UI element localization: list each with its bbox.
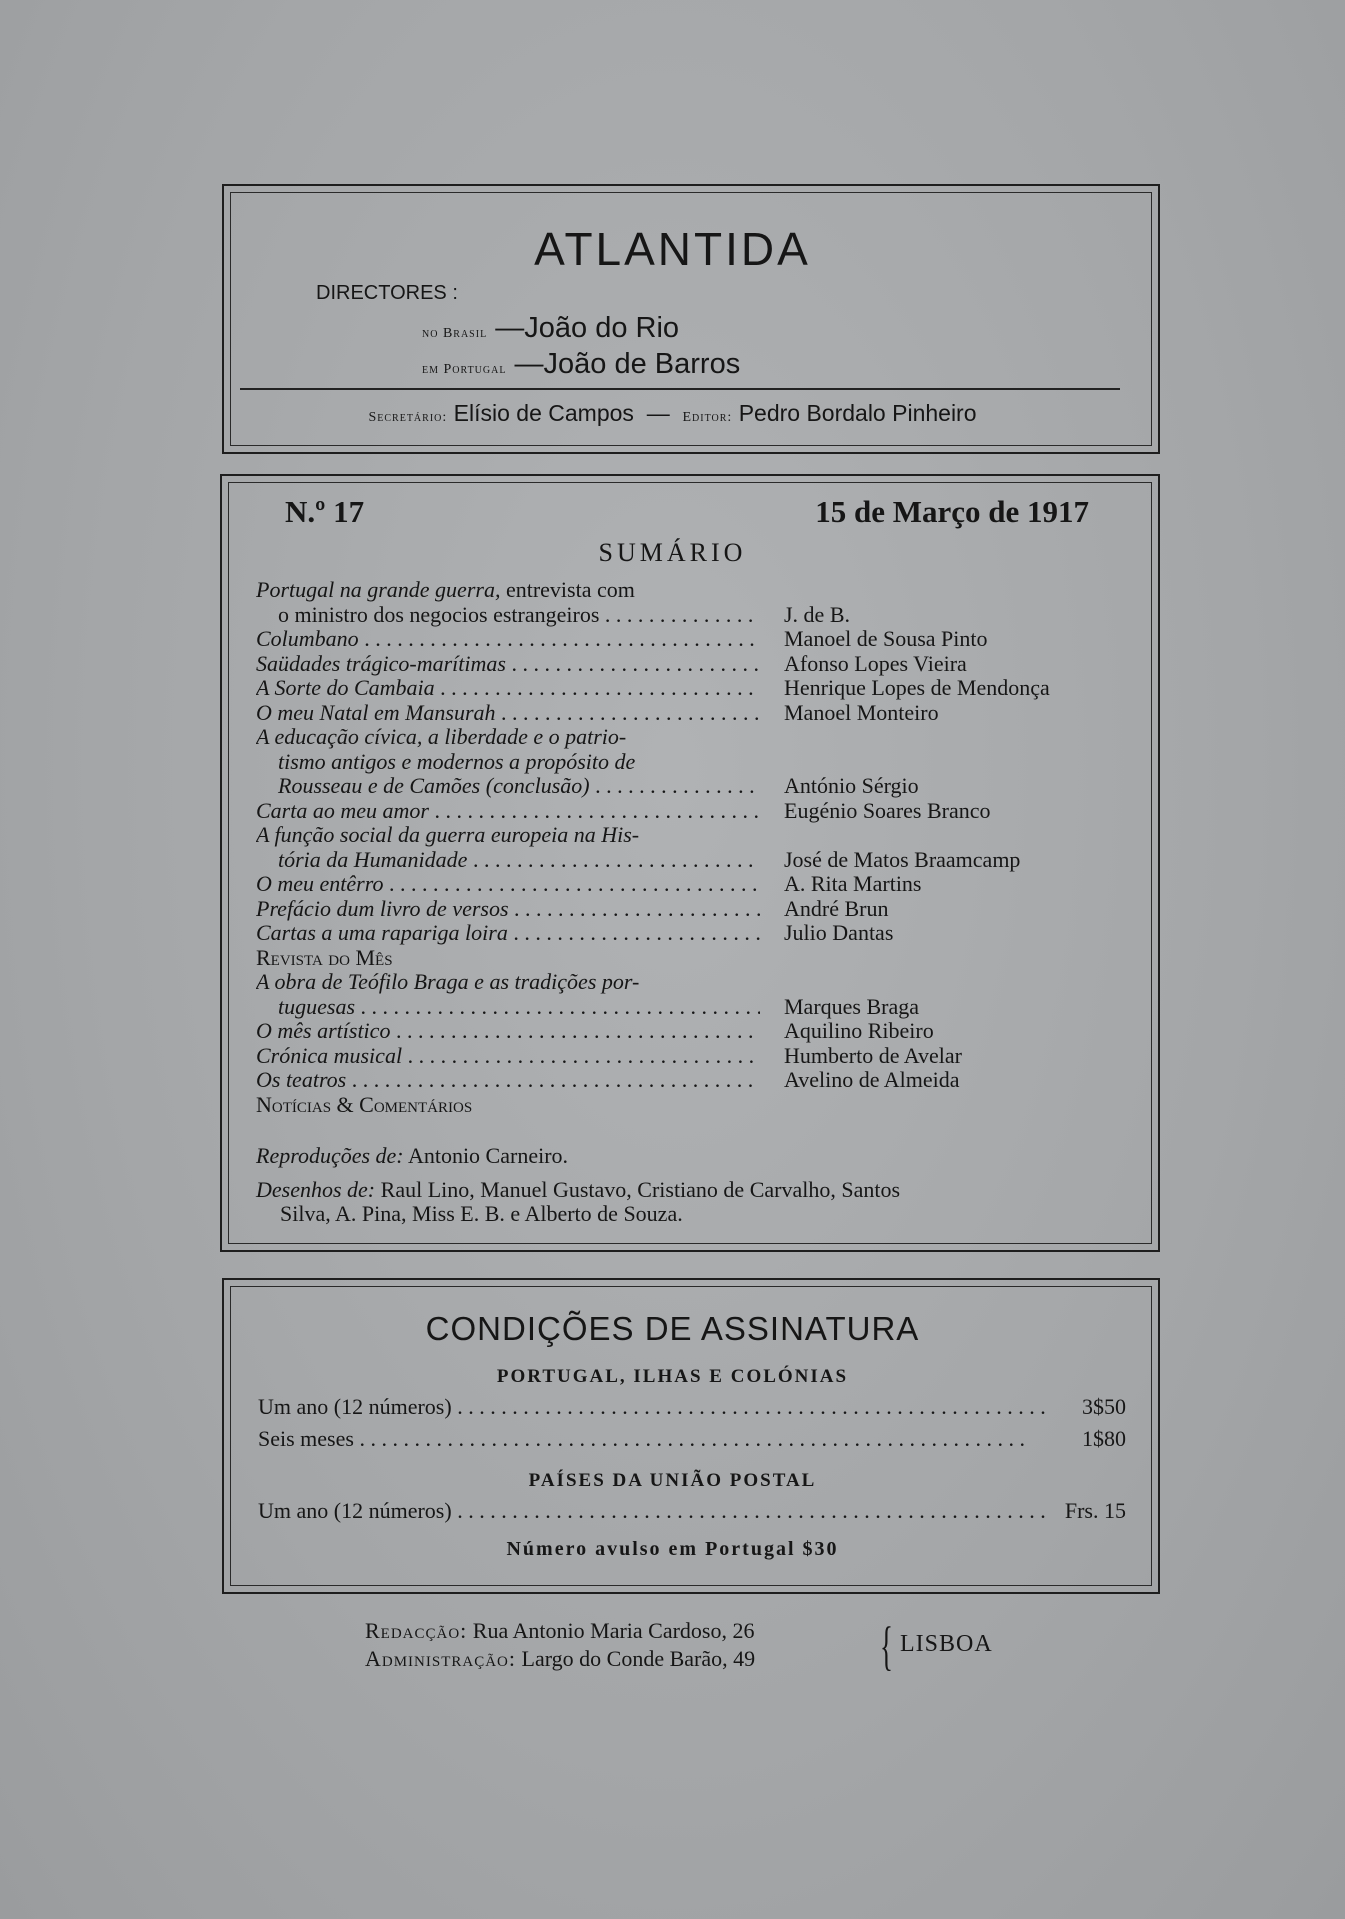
toc-entry-title-rest: entrevista com	[500, 578, 635, 602]
directores-label: DIRECTORES :	[316, 282, 458, 304]
toc-row	[256, 627, 1094, 652]
toc-row	[256, 701, 1094, 726]
toc-entry-title: tuguesas . . .	[256, 995, 760, 1020]
toc-row	[256, 1068, 1094, 1093]
toc-entry-title: tória da Humanidade . . .	[256, 848, 760, 873]
table-of-contents	[256, 578, 1094, 1117]
toc-row	[256, 995, 1094, 1020]
toc-entry-title: A educação cívica, a liberdade e o patrio-	[256, 725, 627, 749]
toc-row	[256, 823, 1094, 848]
toc-entry-title: A obra de Teófilo Braga e as tradições por-	[256, 970, 640, 994]
toc-entry-title: A função social da guerra europeia na His-	[256, 823, 640, 847]
toc-entry-author: Henrique Lopes de Mendonça	[784, 675, 1050, 700]
issue-number: N.º 17	[285, 494, 365, 529]
desenhos-label: Desenhos de:	[256, 1177, 376, 1202]
toc-entry-title: tismo antigos e modernos a propósito de	[278, 749, 636, 774]
toc-entry-author: José de Matos Braamcamp	[784, 846, 1021, 872]
desenhos-text-1: Raul Lino, Manuel Gustavo, Cristiano de Carvalho, Santos	[380, 1177, 901, 1202]
toc-entry-title: O mês artístico . . .	[256, 1019, 760, 1044]
toc-row	[256, 872, 1094, 897]
toc-entry-author: A. Rita Martins	[784, 871, 922, 896]
director-brasil-label: no Brasil	[422, 326, 488, 341]
toc-entry-author: Humberto de Avelar	[784, 1042, 962, 1068]
toc-entry-author: J. de B.	[784, 601, 850, 627]
toc-row	[256, 1044, 1094, 1069]
redaccao-address: Rua Antonio Maria Cardoso, 26	[472, 1618, 755, 1643]
toc-entry-title: Os teatros . . .	[256, 1068, 760, 1093]
secretario-label: Secretário:	[368, 410, 448, 425]
toc-entry-title	[256, 578, 760, 603]
reproducoes-text: Antonio Carneiro.	[407, 1143, 569, 1168]
staff-line	[0, 400, 1345, 427]
toc-entry-title: Prefácio dum livro de versos . . .	[256, 897, 760, 922]
toc-row	[256, 799, 1094, 824]
toc-row	[256, 1093, 1094, 1118]
toc-entry-title: Saüdades trágico-marítimas . . .	[256, 652, 760, 677]
toc-entry-title: o ministro dos negocios estrangeiros . . .	[256, 603, 760, 628]
toc-entry-author: André Brun	[784, 895, 889, 921]
toc-entry-title: Crónica musical . . .	[256, 1044, 760, 1069]
avulso-price: Número avulso em Portugal $30	[506, 1538, 839, 1560]
toc-row	[256, 848, 1094, 873]
toc-entry-author: Manoel Monteiro	[784, 699, 939, 725]
price-value-uniao: Frs. 15	[1064, 1498, 1126, 1523]
toc-entry-author: Afonso Lopes Vieira	[784, 650, 967, 676]
secretario-name: Elísio de Campos	[453, 400, 634, 426]
toc-entry-title: Cartas a uma rapariga loira . . .	[256, 921, 760, 946]
director-portugal-name: —João de Barros	[514, 348, 741, 380]
toc-entry-title: A Sorte do Cambaia . . .	[256, 676, 760, 701]
toc-row	[256, 676, 1094, 701]
masthead-divider	[240, 388, 1120, 390]
editor-label: Editor:	[682, 410, 733, 425]
condicoes-title: CONDIÇÕES DE ASSINATURA	[425, 1310, 920, 1347]
price-row-ano	[258, 1394, 1126, 1422]
portugal-heading: PORTUGAL, ILHAS E COLÓNIAS	[496, 1366, 849, 1387]
editor-name: Pedro Bordalo Pinheiro	[738, 400, 977, 426]
administracao-address: Largo do Conde Barão, 49	[521, 1646, 756, 1671]
toc-entry-title: O meu entêrro . . .	[256, 872, 760, 897]
brace-icon: {	[880, 1616, 893, 1676]
reproducoes-line	[256, 1143, 568, 1169]
toc-entry-author: Eugénio Soares Branco	[784, 797, 991, 823]
toc-entry-author: António Sérgio	[784, 773, 919, 798]
price-label-seis-meses: Seis meses . . .	[258, 1426, 1048, 1452]
uniao-heading: PAÍSES DA UNIÃO POSTAL	[528, 1470, 817, 1491]
toc-row	[256, 946, 1094, 971]
toc-row	[256, 750, 1094, 775]
toc-entry-title: Columbano . . .	[256, 627, 760, 652]
price-value-ano: 3$50	[1082, 1394, 1126, 1419]
toc-entry-author: Manoel de Sousa Pinto	[784, 626, 988, 651]
administracao-line	[365, 1645, 755, 1673]
toc-entry-author: Avelino de Almeida	[784, 1067, 960, 1092]
price-row-uniao	[258, 1498, 1126, 1526]
toc-row	[256, 970, 1094, 995]
desenhos-line-2: Silva, A. Pina, Miss E. B. e Alberto de Souza.	[280, 1201, 683, 1226]
toc-row	[256, 921, 1094, 946]
redaccao-line	[365, 1617, 755, 1645]
reproducoes-label: Reproduções de:	[256, 1143, 404, 1168]
price-label-ano: Um ano (12 números) . . .	[258, 1394, 1048, 1420]
toc-row	[256, 774, 1094, 799]
toc-entry-author: Marques Braga	[784, 993, 920, 1019]
administracao-label: Administração:	[365, 1646, 517, 1671]
toc-entry-author: Julio Dantas	[784, 920, 894, 945]
staff-dash: —	[640, 400, 677, 426]
toc-row	[256, 725, 1094, 750]
toc-entry-title-italic: Portugal na grande guerra,	[256, 578, 501, 602]
price-label-uniao: Um ano (12 números) . . .	[258, 1498, 1048, 1524]
director-brasil-name: —João do Rio	[495, 312, 680, 344]
price-row-seis-meses	[258, 1426, 1126, 1454]
toc-entry-title: Revista do Mês	[256, 945, 393, 970]
toc-entry-title: Rousseau e de Camões (conclusão) . . .	[256, 774, 760, 799]
city-label: LISBOA	[900, 1631, 993, 1657]
price-value-seis-meses: 1$80	[1082, 1426, 1126, 1451]
toc-entry-author: Aquilino Ribeiro	[784, 1018, 934, 1043]
director-brasil	[422, 312, 679, 345]
director-portugal	[422, 348, 740, 381]
toc-row	[256, 578, 1094, 603]
issue-date: 15 de Março de 1917	[815, 494, 1089, 529]
redaccao-label: Redacção:	[365, 1618, 468, 1643]
address-block	[365, 1617, 755, 1673]
toc-entry-title: Notícias & Comentários	[256, 1092, 473, 1117]
desenhos-line-1	[256, 1177, 900, 1203]
toc-row	[256, 897, 1094, 922]
magazine-title: ATLANTIDA	[534, 223, 811, 275]
toc-row	[256, 603, 1094, 628]
director-portugal-label: em Portugal	[422, 362, 507, 377]
toc-entry-title: O meu Natal em Mansurah . . .	[256, 701, 760, 726]
toc-row	[256, 1019, 1094, 1044]
toc-entry-title: Carta ao meu amor . . .	[256, 799, 760, 824]
sumario-heading: SUMÁRIO	[598, 538, 747, 567]
toc-row	[256, 652, 1094, 677]
